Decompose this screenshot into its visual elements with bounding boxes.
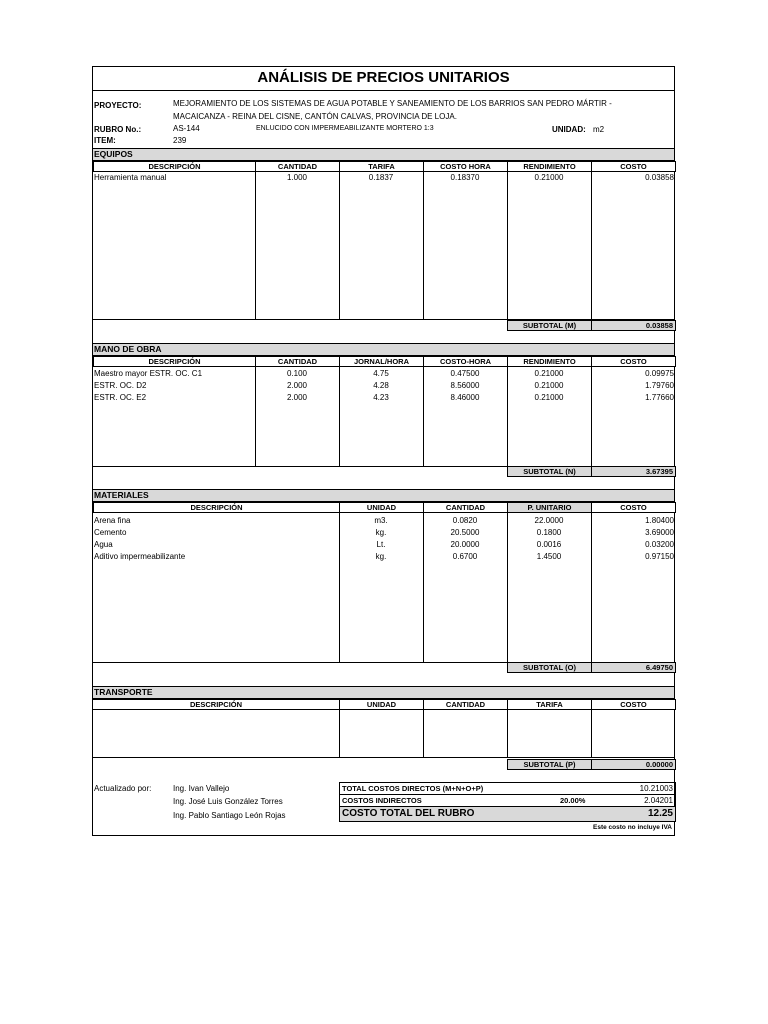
author-name: Ing. Pablo Santiago León Rojas xyxy=(173,811,286,820)
cell-rendimiento: 0.21000 xyxy=(534,381,564,390)
transporte-body xyxy=(93,710,674,758)
col-header: COSTO xyxy=(591,502,676,513)
item-value: 239 xyxy=(173,136,187,145)
cell-costo: 3.69000 xyxy=(645,528,674,537)
cell-p-unitario: 22.0000 xyxy=(534,516,564,525)
apu-sheet xyxy=(92,66,675,836)
col-header: COSTO xyxy=(591,161,676,172)
cell-costo: 0.03858 xyxy=(645,173,674,182)
cell-descripcion: Cemento xyxy=(94,528,127,537)
subtotal-label: SUBTOTAL (M) xyxy=(507,320,592,331)
cell-p-unitario: 1.4500 xyxy=(536,552,562,561)
cell-descripcion: ESTR. OC. E2 xyxy=(94,393,147,402)
cell-unidad: kg. xyxy=(375,552,387,561)
cell-costo-hora: 8.46000 xyxy=(450,393,480,402)
actualizado-label: Actualizado por: xyxy=(94,784,152,793)
cell-costo: 0.03200 xyxy=(645,540,674,549)
col-header: UNIDAD xyxy=(339,699,424,710)
col-header: UNIDAD xyxy=(339,502,424,513)
author-name: Ing. Ivan Vallejo xyxy=(173,784,230,793)
cell-costo-hora: 0.18370 xyxy=(450,173,480,182)
equipos-subtotal-row xyxy=(93,320,674,331)
cell-cantidad: 2.000 xyxy=(286,381,308,390)
transporte-header-row xyxy=(93,699,674,710)
author-name: Ing. José Luis González Torres xyxy=(173,797,283,806)
cell-unidad: Lt. xyxy=(376,540,386,549)
table-row xyxy=(93,172,674,184)
col-header: DESCRIPCIÓN xyxy=(93,161,256,172)
subtotal-value: 0.03858 xyxy=(591,320,676,331)
col-header: RENDIMIENTO xyxy=(507,161,592,172)
costo-total-value: 12.25 xyxy=(647,808,673,819)
cell-descripcion: Maestro mayor ESTR. OC. C1 xyxy=(94,369,203,378)
cell-cantidad: 0.6700 xyxy=(452,552,478,561)
col-header: DESCRIPCIÓN xyxy=(93,502,340,513)
proyecto-line-1: MEJORAMIENTO DE LOS SISTEMAS DE AGUA POTABLE Y SANEAMIENTO DE LOS BARRIOS SAN PEDRO MÁRTIR - xyxy=(173,99,612,108)
cell-tarifa: 0.1837 xyxy=(368,173,394,182)
subtotal-value: 6.49750 xyxy=(591,662,676,673)
cell-descripcion: Arena fina xyxy=(94,516,131,525)
table-row xyxy=(93,515,674,527)
costos-indirectos-label: COSTOS INDIRECTOS xyxy=(342,796,422,805)
table-row xyxy=(93,539,674,551)
unidad-value: m2 xyxy=(593,125,605,134)
section-equipos: EQUIPOS xyxy=(93,148,674,161)
total-directos-label: TOTAL COSTOS DIRECTOS (M+N+O+P) xyxy=(342,784,484,793)
cell-costo: 1.77660 xyxy=(645,393,674,402)
cell-jornal: 4.75 xyxy=(373,369,389,378)
cell-cantidad: 20.0000 xyxy=(450,540,480,549)
col-header: COSTO HORA xyxy=(423,161,508,172)
cell-cantidad: 20.5000 xyxy=(450,528,480,537)
col-header: CANTIDAD xyxy=(423,502,508,513)
subtotal-label: SUBTOTAL (O) xyxy=(507,662,592,673)
cell-unidad: m3. xyxy=(374,516,388,525)
materiales-subtotal-row xyxy=(93,662,674,673)
col-header: CANTIDAD xyxy=(255,161,340,172)
title-divider xyxy=(93,90,674,91)
cell-cantidad: 2.000 xyxy=(286,393,308,402)
col-header: RENDIMIENTO xyxy=(507,356,592,367)
table-row xyxy=(93,368,674,380)
cell-costo-hora: 8.56000 xyxy=(450,381,480,390)
col-header: P. UNITARIO xyxy=(507,502,592,513)
cell-costo-hora: 0.47500 xyxy=(450,369,480,378)
col-header: COSTO-HORA xyxy=(423,356,508,367)
section-transporte: TRANSPORTE xyxy=(93,686,674,699)
costos-indirectos-value: 2.04201 xyxy=(644,796,673,805)
col-header: DESCRIPCIÓN xyxy=(93,356,256,367)
cell-p-unitario: 0.0016 xyxy=(536,540,562,549)
costos-indirectos-percent: 20.00% xyxy=(560,796,586,805)
cell-rendimiento: 0.21000 xyxy=(534,369,564,378)
col-header: COSTO xyxy=(591,356,676,367)
cell-cantidad: 0.0820 xyxy=(452,516,478,525)
table-row xyxy=(93,380,674,392)
total-directos-value: 10.21003 xyxy=(639,784,673,793)
transporte-subtotal-row xyxy=(93,759,674,770)
section-mano-de-obra: MANO DE OBRA xyxy=(93,343,674,356)
costo-total-label: COSTO TOTAL DEL RUBRO xyxy=(342,808,475,819)
subtotal-label: SUBTOTAL (P) xyxy=(507,759,592,770)
rubro-value: AS-144 xyxy=(173,124,200,133)
cell-costo: 0.09975 xyxy=(645,369,674,378)
materiales-body xyxy=(93,513,674,663)
col-header: TARIFA xyxy=(339,161,424,172)
section-materiales: MATERIALES xyxy=(93,489,674,502)
equipos-body xyxy=(93,172,674,320)
equipos-header-row xyxy=(93,161,674,172)
cell-descripcion: ESTR. OC. D2 xyxy=(94,381,147,390)
cell-descripcion: Agua xyxy=(94,540,113,549)
cell-p-unitario: 0.1800 xyxy=(536,528,562,537)
col-header: TARIFA xyxy=(507,699,592,710)
cell-rendimiento: 0.21000 xyxy=(534,173,564,182)
table-row xyxy=(93,392,674,404)
mano-obra-body xyxy=(93,367,674,467)
item-label: ITEM: xyxy=(94,136,116,145)
iva-note: Este costo no incluye IVA xyxy=(593,824,672,831)
subtotal-label: SUBTOTAL (N) xyxy=(507,466,592,477)
proyecto-line-2: MACAICANZA - REINA DEL CISNE, CANTÓN CALVAS, PROVINCIA DE LOJA. xyxy=(173,112,457,121)
cell-costo: 0.97150 xyxy=(645,552,674,561)
unidad-label: UNIDAD: xyxy=(552,125,586,134)
subtotal-value: 0.00000 xyxy=(591,759,676,770)
cell-descripcion: Aditivo impermeabilizante xyxy=(94,552,186,561)
cell-rendimiento: 0.21000 xyxy=(534,393,564,402)
table-row xyxy=(93,527,674,539)
mano-obra-subtotal-row xyxy=(93,466,674,477)
col-header: CANTIDAD xyxy=(255,356,340,367)
cell-costo: 1.80400 xyxy=(645,516,674,525)
page-title: ANÁLISIS DE PRECIOS UNITARIOS xyxy=(257,69,510,86)
cell-unidad: kg. xyxy=(375,528,387,537)
cell-jornal: 4.23 xyxy=(373,393,389,402)
cell-costo: 1.79760 xyxy=(645,381,674,390)
costo-total-row xyxy=(339,806,676,822)
materiales-header-row xyxy=(93,502,674,513)
cell-cantidad: 0.100 xyxy=(286,369,308,378)
cell-jornal: 4.28 xyxy=(373,381,389,390)
cell-cantidad: 1.000 xyxy=(286,173,308,182)
table-row xyxy=(93,551,674,563)
col-header: CANTIDAD xyxy=(423,699,508,710)
subtotal-value: 3.67395 xyxy=(591,466,676,477)
cell-descripcion: Herramienta manual xyxy=(94,173,167,182)
col-header: DESCRIPCIÓN xyxy=(93,699,340,710)
rubro-label: RUBRO No.: xyxy=(94,125,142,134)
rubro-description: ENLUCIDO CON IMPERMEABILIZANTE MORTERO 1:3 xyxy=(256,125,434,132)
col-header: JORNAL/HORA xyxy=(339,356,424,367)
col-header: COSTO xyxy=(591,699,676,710)
proyecto-label: PROYECTO: xyxy=(94,101,142,110)
mano-obra-header-row xyxy=(93,356,674,367)
